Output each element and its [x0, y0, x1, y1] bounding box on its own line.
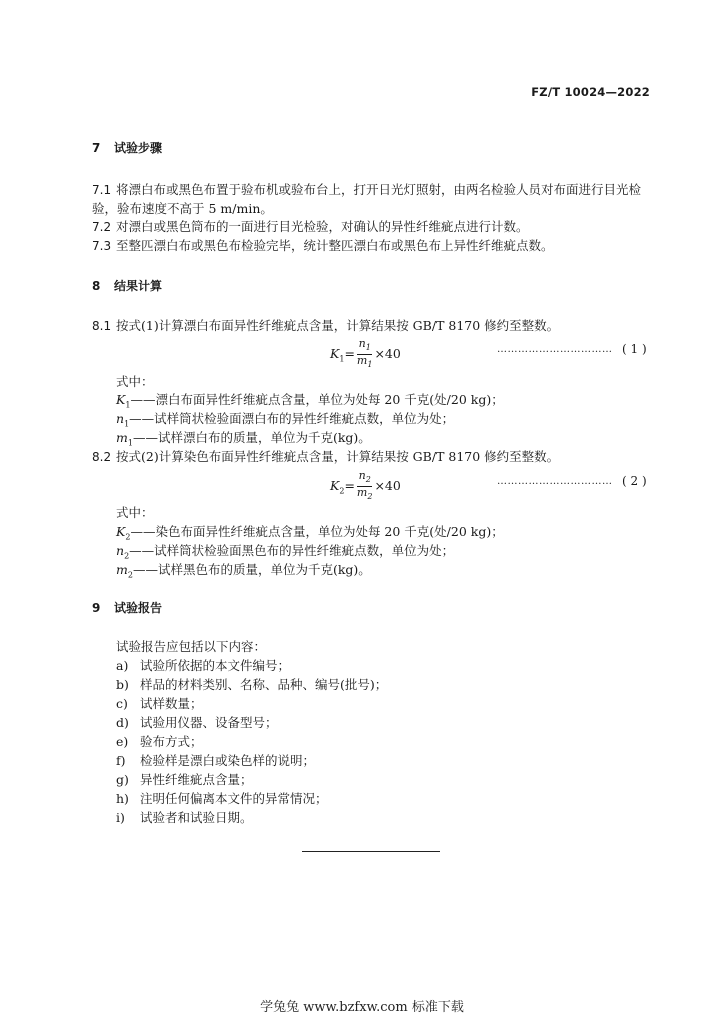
- report-item-f-text: 检验样是漂白或染色样的说明；: [140, 753, 316, 768]
- section-7-number: 7: [92, 141, 101, 155]
- section-7-title: 试验步骤: [114, 141, 163, 155]
- definition-m2: [116, 560, 371, 580]
- report-item-b-label: b): [116, 677, 129, 692]
- report-item-e-text: 验布方式；: [140, 734, 203, 749]
- clause-8-2: [92, 447, 559, 465]
- formula-1-leader-dots: ……………………………: [497, 344, 613, 355]
- report-item-i-label: i): [116, 810, 125, 825]
- report-item-a: [116, 656, 290, 674]
- definition-k1-text: ——漂白布面异性纤维疵点含量，单位为处每 20 千克(处/20 kg)；: [130, 392, 504, 407]
- definition-n1-sub: 1: [124, 419, 130, 429]
- definition-n1-text: ——试样筒状检验面漂白布的异性纤维疵点数，单位为处；: [129, 411, 455, 426]
- clause-7-1-text: 将漂白布或黑色布置于验布机或验布台上，打开日光灯照射，由两名检验人员对布面进行目光检: [116, 182, 642, 197]
- section-9-number: 9: [92, 601, 101, 615]
- clause-7-1-continued: 验，验布速度不高于 5 m/min。: [92, 201, 273, 216]
- formula-1-numerator: n: [358, 337, 366, 350]
- report-item-h: [116, 789, 328, 807]
- section-7-heading: [92, 139, 162, 156]
- definition-m1-text: ——试样漂白布的质量，单位为千克(kg)。: [132, 430, 371, 445]
- definition-m2-sub: 2: [127, 570, 133, 580]
- report-item-g-label: g): [116, 772, 129, 787]
- report-item-b: [116, 675, 387, 693]
- definition-n2-symbol: n: [116, 543, 125, 558]
- definition-n1: [116, 409, 454, 429]
- formula-1-numerator-sub: 1: [365, 343, 371, 353]
- clause-7-2: [92, 217, 529, 235]
- definition-k1-sub: 1: [125, 400, 131, 410]
- formula-2-denominator-sub: 2: [367, 492, 373, 502]
- report-item-c: [116, 694, 203, 712]
- formula-1: $K_1=$ $\frac{n_1}{m_1}$ ×40: [330, 337, 401, 370]
- report-item-a-text: 试验所依据的本文件编号；: [140, 658, 291, 673]
- where-label-2: 式中：: [116, 505, 154, 520]
- footer-watermark: 学兔兔 www.bzfxw.com 标准下载: [260, 1000, 464, 1015]
- definition-m1: [116, 428, 371, 448]
- formula-1-lhs: K: [330, 346, 340, 362]
- report-item-a-label: a): [116, 658, 129, 673]
- formula-2-lhs-sub: 2: [339, 486, 345, 496]
- definition-k2: [116, 522, 504, 542]
- report-item-d: [116, 713, 278, 731]
- report-item-b-text: 样品的材料类别、名称、品种、编号(批号)；: [140, 677, 388, 692]
- clause-7-2-number: 7.2: [92, 220, 112, 234]
- clause-8-2-number: 8.2: [92, 450, 112, 464]
- clause-8-1-text: 按式(1)计算漂白布面异性纤维疵点含量，计算结果按 GB/T 8170 修约至整数。: [116, 318, 560, 333]
- formula-1-multiplier: ×40: [374, 346, 401, 362]
- report-item-f-label: f): [116, 753, 126, 768]
- report-item-f: [116, 751, 315, 769]
- definition-m2-symbol: m: [116, 562, 128, 577]
- section-9-heading: [92, 599, 162, 616]
- report-item-g: [116, 770, 253, 788]
- formula-2-numerator-sub: 2: [365, 475, 371, 485]
- end-of-document-rule: [302, 851, 440, 852]
- formula-2-number: ( 2 ): [622, 474, 647, 488]
- definition-k1-symbol: K: [116, 392, 126, 407]
- formula-2: $K_2=$ $\frac{n_2}{m_2}$ ×40: [330, 469, 401, 502]
- section-8-title: 结果计算: [114, 279, 163, 293]
- formula-1-denominator-sub: 1: [367, 360, 373, 370]
- definition-k2-text: ——染色布面异性纤维疵点含量，单位为处每 20 千克(处/20 kg)；: [130, 524, 504, 539]
- standard-code: FZ/T 10024—2022: [531, 85, 650, 99]
- report-item-e-label: e): [116, 734, 129, 749]
- clause-7-3-text: 至整匹漂白布或黑色布检验完毕，统计整匹漂白布或黑色布上异性纤维疵点数。: [116, 238, 554, 253]
- clause-8-1: [92, 316, 559, 334]
- definition-n1-symbol: n: [116, 411, 125, 426]
- section-8-number: 8: [92, 279, 101, 293]
- formula-1-lhs-sub: 1: [339, 354, 345, 364]
- definition-k2-sub: 2: [125, 532, 131, 542]
- report-item-c-label: c): [116, 696, 128, 711]
- report-item-i-text: 试验者和试验日期。: [140, 810, 253, 825]
- definition-m1-symbol: m: [116, 430, 128, 445]
- where-label-1: 式中：: [116, 374, 154, 389]
- report-intro: 试验报告应包括以下内容：: [116, 639, 267, 654]
- report-item-h-text: 注明任何偏离本文件的异常情况；: [140, 791, 328, 806]
- formula-2-denominator: m: [356, 486, 368, 500]
- report-item-e: [116, 732, 203, 750]
- section-9-title: 试验报告: [114, 601, 163, 615]
- report-item-d-label: d): [116, 715, 129, 730]
- definition-n2-text: ——试样筒状检验面黑色布的异性纤维疵点数，单位为处；: [129, 543, 455, 558]
- clause-8-1-number: 8.1: [92, 319, 112, 333]
- formula-2-lhs: K: [330, 478, 340, 494]
- clause-7-3-number: 7.3: [92, 239, 112, 253]
- clause-7-1-number: 7.1: [92, 183, 112, 197]
- formula-1-number: ( 1 ): [622, 342, 647, 356]
- definition-k1: [116, 390, 504, 410]
- formula-1-fraction: [357, 338, 373, 371]
- formula-2-multiplier: ×40: [374, 478, 401, 494]
- definition-n2: [116, 541, 454, 561]
- section-8-heading: [92, 277, 162, 294]
- definition-k2-symbol: K: [116, 524, 126, 539]
- formula-2-fraction: [357, 470, 373, 503]
- clause-7-2-text: 对漂白或黑色筒布的一面进行目光检验，对确认的异性纤维疵点进行计数。: [116, 219, 529, 234]
- definition-n2-sub: 2: [124, 551, 130, 561]
- definition-m1-sub: 1: [127, 438, 133, 448]
- definition-m2-text: ——试样黑色布的质量，单位为千克(kg)。: [132, 562, 371, 577]
- report-item-d-text: 试验用仪器、设备型号；: [140, 715, 278, 730]
- clause-7-1: [92, 180, 641, 198]
- clause-7-3: [92, 236, 554, 254]
- formula-2-numerator: n: [358, 469, 366, 482]
- report-item-g-text: 异性纤维疵点含量；: [140, 772, 253, 787]
- clause-8-2-text: 按式(2)计算染色布面异性纤维疵点含量，计算结果按 GB/T 8170 修约至整数。: [116, 449, 560, 464]
- report-item-i: [116, 808, 253, 826]
- report-item-h-label: h): [116, 791, 129, 806]
- report-item-c-text: 试样数量；: [140, 696, 203, 711]
- formula-1-denominator: m: [356, 354, 368, 368]
- formula-2-leader-dots: ……………………………: [497, 476, 613, 487]
